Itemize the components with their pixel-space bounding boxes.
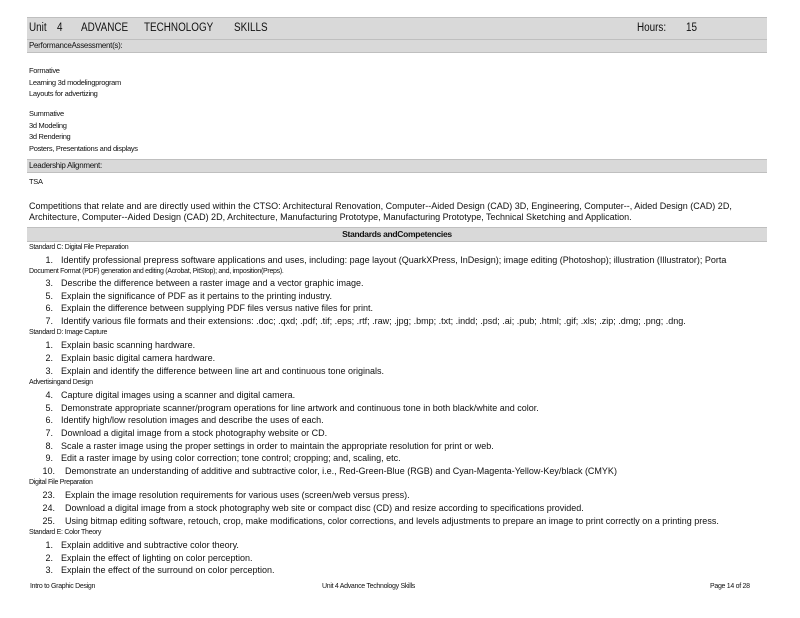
summative-line: 3d Modeling [29, 120, 67, 130]
competency-item [27, 427, 767, 440]
competency-item [27, 365, 767, 378]
formative-label: Formative [29, 66, 60, 75]
item-number: 1. [45, 340, 53, 351]
item-text: Identify various file formats and their extensions: .doc; .qxd; .pdf; .tif; .eps; .rtf; .raw; .jpg; .bmp; .txt; .indd; .psd; .ai; .pub; .html; .gif; .xls; .zip; .dmg; .png; .dng. [61, 315, 686, 326]
leadership-alignment-heading: Leadership Alignment: [27, 159, 767, 173]
item-text: Demonstrate an understanding of additive and subtractive color, i.e., Red-Green-Blue (RGB) and Cyan-Magenta-Yellow-Key/black (CMYK) [65, 465, 617, 476]
competency-item [27, 465, 767, 478]
item-text: Explain the significance of PDF as it pertains to the printing industry. [61, 290, 332, 301]
item-number: 5. [45, 402, 53, 413]
competency-item [27, 489, 767, 502]
item-text: Scale a raster image using the proper settings in order to maintain the appropriate resolution for print or web. [61, 440, 494, 451]
item-number: 25. [42, 515, 55, 526]
item-number: 6. [45, 303, 53, 314]
item-text: Identify high/low resolution images and describe the uses of each. [61, 415, 324, 426]
competency-item [27, 539, 767, 552]
unit-number: 4 [57, 22, 63, 34]
competency-item [27, 515, 767, 528]
item-text: Explain basic digital camera hardware. [61, 353, 216, 364]
standard-d-heading: Standard D: Image Capture [29, 329, 108, 337]
item-text: Explain and identify the difference between line art and continuous tone originals. [61, 365, 385, 376]
page-footer [30, 583, 770, 595]
item-number: 3. [45, 278, 53, 289]
item-number: 8. [45, 440, 53, 451]
footer-page-number: Page 14 of 28 [710, 583, 750, 590]
item-number: 6. [45, 415, 53, 426]
summative-line: Posters, Presentations and displays [29, 143, 138, 153]
competency-item [27, 315, 767, 328]
competency-item [27, 564, 767, 577]
standard-e-heading: Standard E: Color Theory [29, 529, 102, 537]
item-text: Explain the effect of the surround on color perception. [61, 565, 275, 576]
item-text: Using bitmap editing software, retouch, crop, make modifications, color corrections, and levels adjustments to prepare an image to print correctly on a printing press. [65, 515, 719, 526]
unit-title-word-3: SKILLS [234, 22, 268, 34]
item-number: 7. [45, 428, 53, 439]
competency-item [27, 277, 767, 290]
unit-label: Unit [29, 22, 47, 34]
competency-item [27, 440, 767, 453]
item-number: 2. [45, 353, 53, 364]
competency-item [27, 402, 767, 415]
competency-item [27, 352, 767, 365]
item-number: 9. [45, 453, 53, 464]
item-text: Explain basic scanning hardware. [61, 340, 196, 351]
competency-item-continuation: Document Format (PDF) generation and editing (Acrobat, PitStop); and, imposition(Preps). [29, 268, 284, 276]
ctso-competitions-paragraph: Competitions that relate and are directly used within the CTSO: Architectural Renovation, Computer--Aided Design (CAD) 3D, Engineering, Computer--, Aided Design (CAD) 2D, Architecture, Computer--Aided Design (CAD) 2D, Architecture, Manufacturing Prototype, Manufacturing Prototype, Technical Sketching and Application. [29, 200, 732, 222]
item-number: 3. [45, 365, 53, 376]
item-text: Explain additive and subtractive color theory. [61, 540, 239, 551]
formative-block [27, 53, 767, 106]
item-text: Explain the effect of lighting on color perception. [61, 552, 253, 563]
item-text: Edit a raster image by using color correction; tone control; cropping; and, scaling, etc. [61, 453, 401, 464]
item-text: Capture digital images using a scanner and digital camera. [61, 390, 296, 401]
item-text: Explain the image resolution requirements for various uses (screen/web versus press). [65, 490, 410, 501]
formative-line: Layouts for advertizing [29, 89, 98, 98]
curriculum-page [27, 17, 767, 577]
item-number: 3. [45, 565, 53, 576]
item-number: 4. [45, 390, 53, 401]
item-text: Identify professional prepress software applications and uses, including: page layout (QuarkXPress, InDesign); image editing (Photoshop); illustration (Illustrator); Porta [61, 254, 727, 265]
summative-label: Summative [29, 109, 64, 118]
summative-line: 3d Rendering [29, 132, 71, 141]
competency-item [27, 552, 767, 565]
item-text: Explain the difference between supplying PDF files versus native files for print. [61, 303, 373, 314]
item-number: 5. [45, 290, 53, 301]
unit-title-word-2: TECHNOLOGY [144, 22, 214, 34]
competency-item [27, 290, 767, 303]
item-number: 1. [45, 254, 53, 265]
unit-header-bar [27, 17, 767, 40]
item-number: 23. [42, 490, 55, 501]
standard-c-heading: Standard C: Digital File Preparation [29, 243, 129, 251]
competency-item [27, 414, 767, 427]
competency-item [27, 389, 767, 402]
item-number: 1. [45, 540, 53, 551]
competency-item [27, 254, 767, 267]
competency-item [27, 339, 767, 352]
ctso-org: TSA [29, 177, 43, 186]
formative-line: Learning 3d modelingprogram [29, 77, 121, 87]
summative-block [27, 106, 767, 159]
hours-label: Hours: [637, 22, 667, 34]
competency-item [27, 502, 767, 515]
item-text: Download a digital image from a stock photography website or CD. [61, 428, 328, 439]
competency-item [27, 302, 767, 315]
footer-unit: Unit 4 Advance Technology Skills [322, 583, 415, 590]
unit-title-word-1: ADVANCE [81, 22, 129, 34]
item-number: 24. [42, 503, 55, 513]
digital-file-prep-heading: Digital File Preparation [29, 479, 93, 487]
standards-competencies-heading: Standards andCompetencies [27, 227, 767, 242]
footer-course: Intro to Graphic Design [30, 583, 96, 590]
competency-item [27, 452, 767, 465]
item-text: Demonstrate appropriate scanner/program operations for line artwork and continuous tone in both black/white and color. [61, 402, 539, 413]
item-number: 7. [45, 315, 53, 326]
hours-value: 15 [686, 22, 698, 34]
performance-assessment-heading: PerformanceAssessment(s): [27, 40, 767, 53]
item-number: 10. [42, 465, 55, 476]
advertising-design-heading: Advertisingand Design [29, 379, 93, 387]
item-text: Describe the difference between a raster image and a vector graphic image. [61, 278, 364, 289]
item-number: 2. [45, 552, 53, 563]
item-text: Download a digital image from a stock photography web site or compact disc (CD) and resize according to specifications provided. [65, 503, 584, 513]
